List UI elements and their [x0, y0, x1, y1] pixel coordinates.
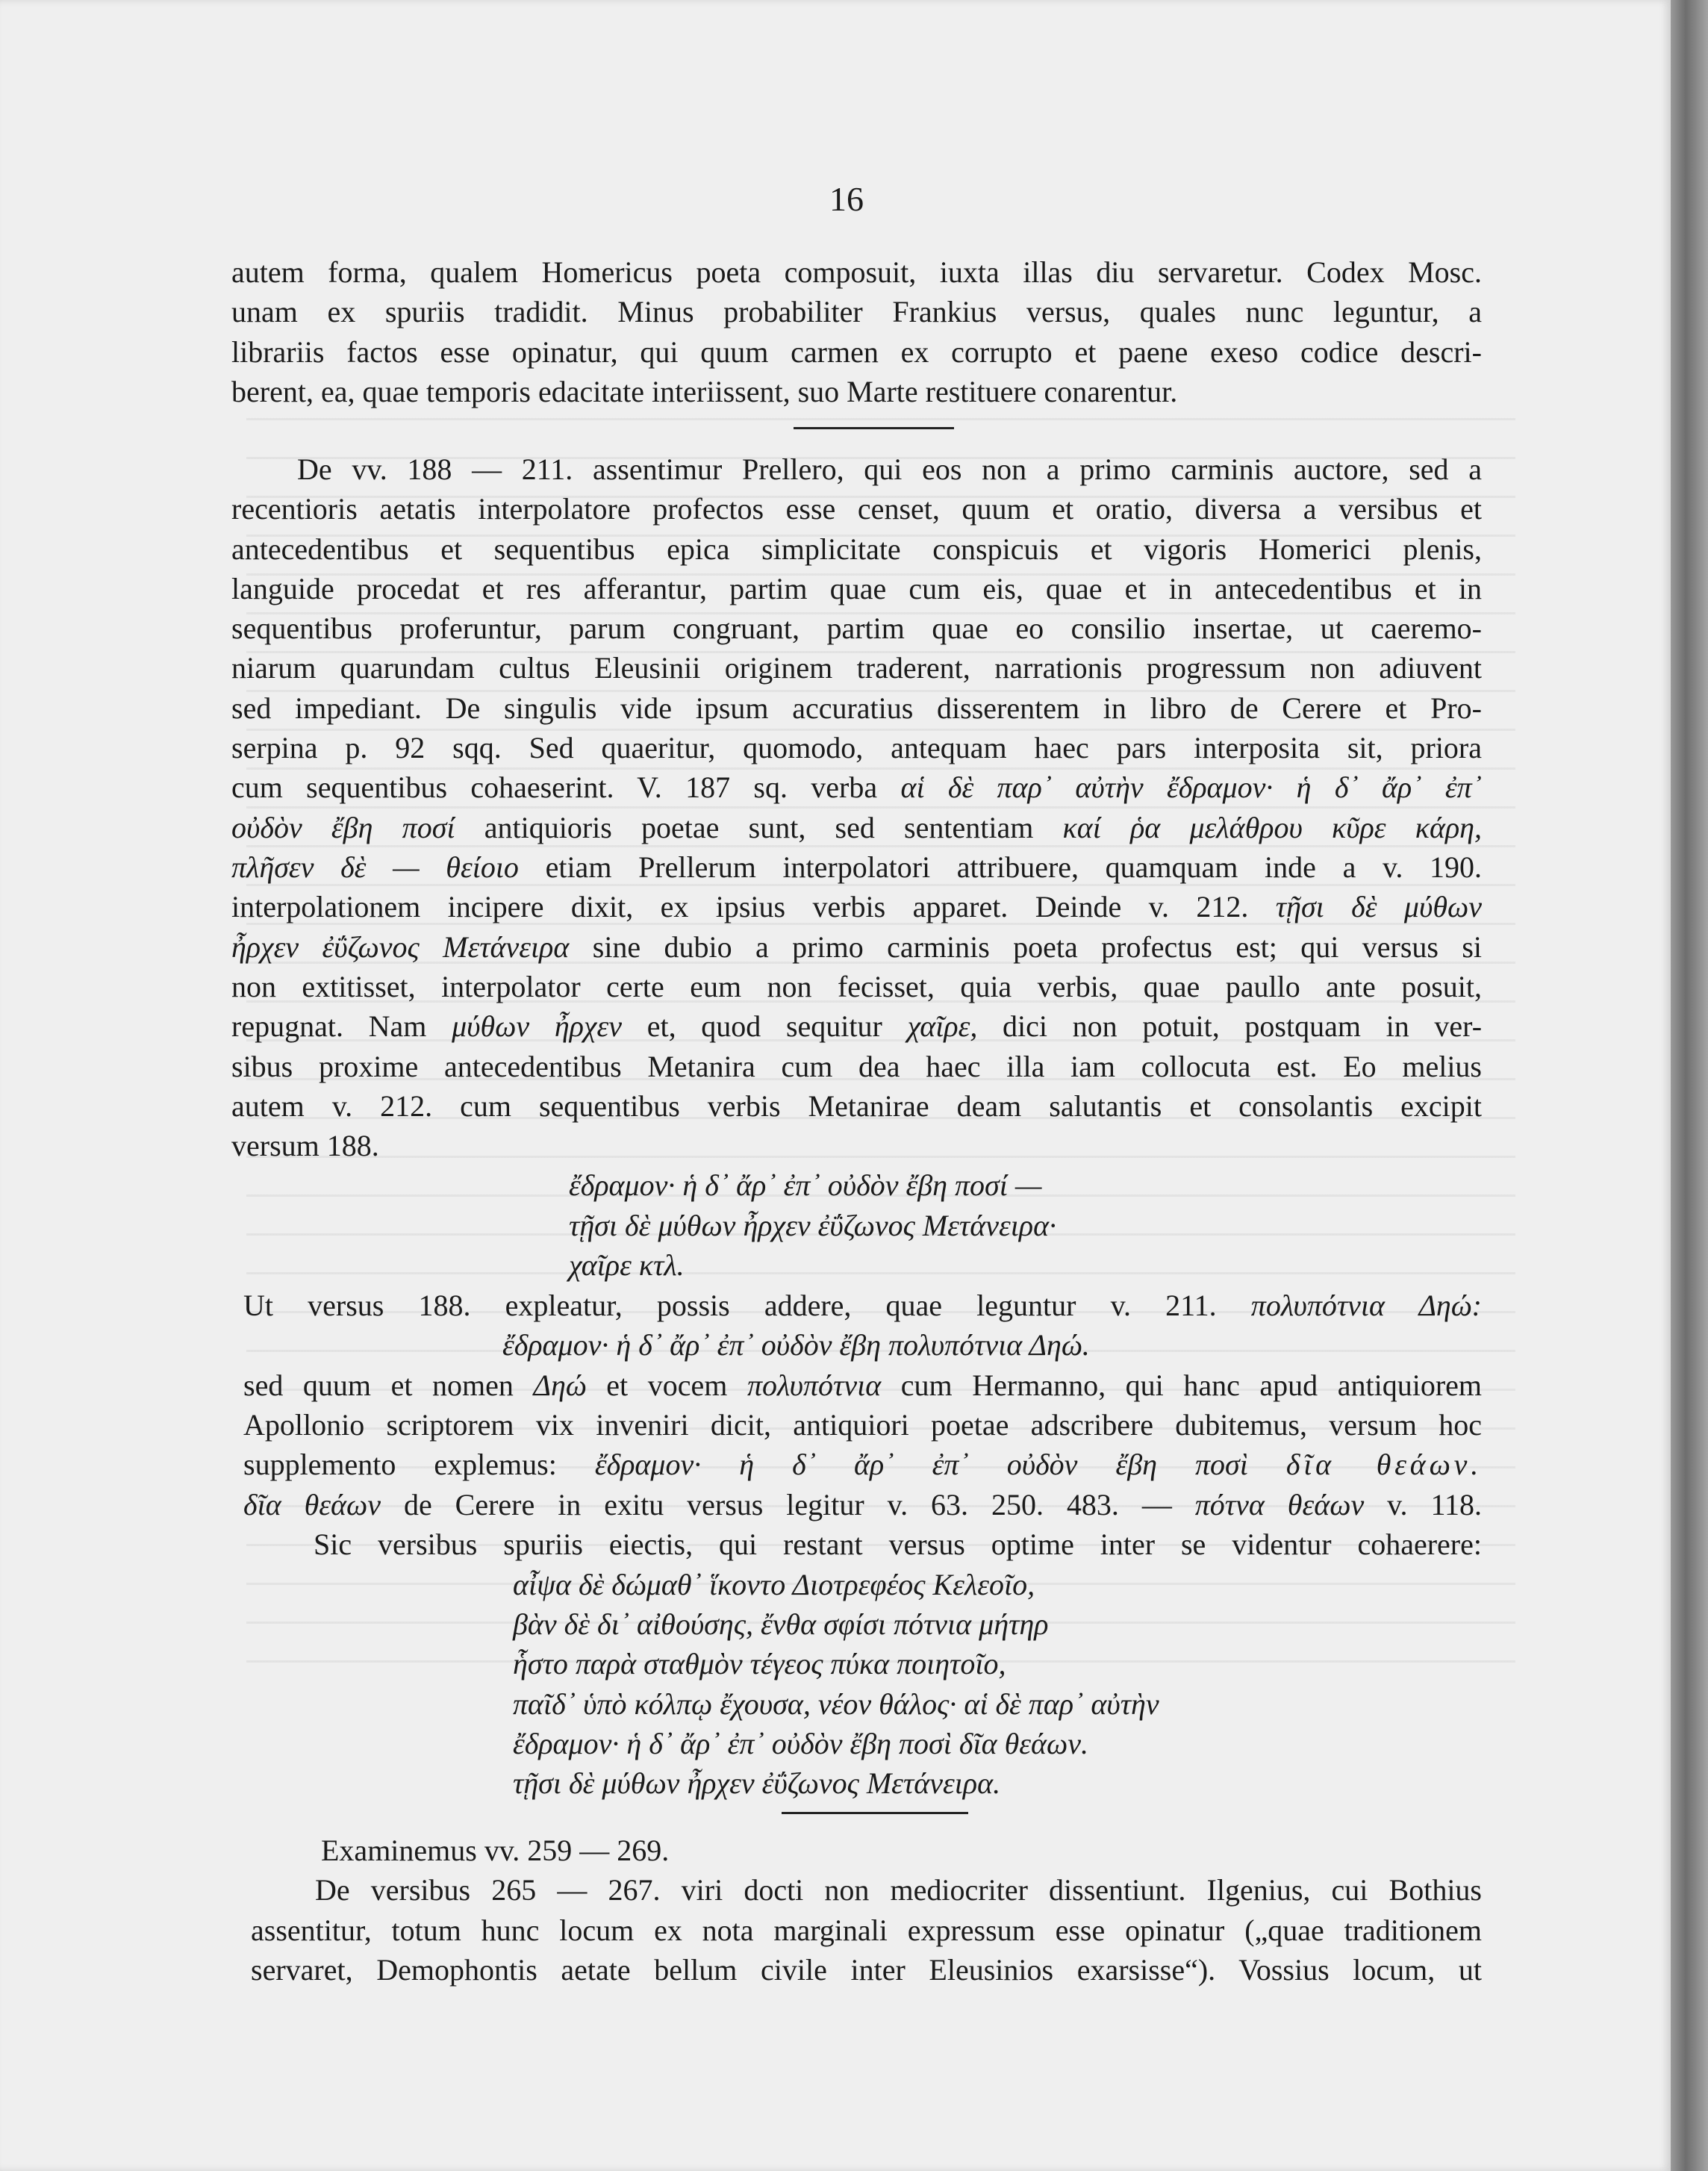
text-run: Ut versus 188. expleatur, possis addere, quae leguntur v. 211.	[243, 1289, 1217, 1322]
greek-quote: οὐδὸν ἔβη ποσί	[231, 811, 455, 844]
verse-line: ἧστο παρὰ σταθμὸν τέγεος πύκα ποιητοῖο,	[513, 1647, 1006, 1681]
greek-quote: δῖα θεάων	[243, 1488, 381, 1521]
greek-quote: χαῖρε,	[907, 1009, 978, 1043]
text-run: de Cerere in exitu versus legitur v. 63. 250. 483. —	[403, 1488, 1172, 1521]
verse-line: ἔδραμον· ἡ δ᾽ ἄρ᾽ ἐπ᾽ οὐδὸν ἔβη ποσὶ δῖα θεάων.	[513, 1727, 1088, 1760]
text-line: sed impediant. De singulis vide ipsum accuratius disserentem in libro de Cerere et Pro-	[231, 691, 1482, 725]
text-run: v. 118.	[1387, 1488, 1482, 1521]
text-line: recentioris aetatis interpolatore profectos esse censet, quum et oratio, diversa a versibus et	[231, 492, 1482, 526]
text-line: Apollonio scriptorem vix inveniri dicit, antiquiori poetae adscribere dubitemus, versum hoc	[243, 1408, 1482, 1442]
text-line: autem forma, qualem Homericus poeta composuit, iuxta illas diu servaretur. Codex Mosc.	[231, 255, 1482, 289]
text-line: niarum quarundam cultus Eleusinii originem traderent, narrationis progressum non adiuvent	[231, 651, 1482, 685]
greek-quote: πλῆσεν δὲ — θείοιο	[231, 850, 519, 884]
text-line	[231, 849, 1482, 886]
text-line: languide procedat et res afferantur, partim quae cum eis, quae et in antecedentibus et in	[231, 572, 1482, 605]
text-line: berent, ea, quae temporis edacitate interiissent, suo Marte restituere conarentur.	[231, 375, 1178, 408]
greek-quote: πότνα θεάων	[1194, 1488, 1365, 1521]
text-line	[243, 1486, 1482, 1524]
text-run: sed quum et nomen	[243, 1368, 514, 1402]
text-line: versum 188.	[231, 1129, 379, 1162]
book-binding-edge	[1671, 0, 1708, 2171]
text-run: et, quod sequitur	[646, 1009, 882, 1043]
greek-quote: πολυπότνια Δηώ:	[1250, 1289, 1482, 1322]
text-line	[243, 1287, 1482, 1324]
text-run: dici non potuit, postquam in ver-	[1003, 1009, 1483, 1043]
text-line: sibus proxime antecedentibus Metanira cum dea haec illa iam collocuta est. Eo melius	[231, 1050, 1482, 1083]
text-line	[231, 929, 1482, 966]
text-run: sine dubio a primo carminis poeta profectus est; qui versus si	[592, 930, 1483, 964]
text-line: non extitisset, interpolator certe eum non fecisset, quia verbis, quae paullo ante posuit,	[231, 970, 1482, 1003]
greek-quote: μύθων ἦρχεν	[452, 1009, 623, 1043]
text-run: repugnat. Nam	[231, 1009, 427, 1043]
verse-line: παῖδ᾽ ὑπὸ κόλπῳ ἔχουσα, νέον θάλος· αἱ δὲ παρ᾽ αὐτὴν	[513, 1687, 1159, 1721]
text-line: sequentibus proferuntur, parum congruant, partim quae eo consilio insertae, ut caeremo-	[231, 611, 1482, 645]
text-line: servaret, Demophontis aetate bellum civile inter Eleusinios exarsisse“). Vossius locum, ut	[251, 1953, 1482, 1987]
text-line: serpina p. 92 sqq. Sed quaeritur, quomodo, antequam haec pars interposita sit, priora	[231, 731, 1482, 764]
text-run: supplemento explemus:	[243, 1448, 557, 1481]
text-run: cum Hermanno, qui hanc apud antiquiorem	[900, 1368, 1483, 1402]
verse-line: βὰν δὲ δι᾽ αἰθούσης, ἔνθα σφίσι πότνια μήτηρ	[513, 1607, 1049, 1641]
text-line	[231, 1008, 1482, 1045]
greek-quote: πολυπότνια	[747, 1368, 882, 1402]
section-divider	[794, 427, 954, 429]
text-line: autem v. 212. cum sequentibus verbis Metanirae deam salutantis et consolantis excipit	[231, 1089, 1482, 1123]
verse-line: ἔδραμον· ἡ δ᾽ ἄρ᾽ ἐπ᾽ οὐδὸν ἔβη πολυπότνια Δηώ.	[502, 1328, 1090, 1362]
text-line: librariis factos esse opinatur, qui quum carmen ex corrupto et paene exeso codice descri-	[231, 335, 1482, 369]
text-run: antiquioris poetae sunt, sed sententiam	[484, 811, 1034, 844]
text-line: antecedentibus et sequentibus epica simplicitate conspicuis et vigoris Homerici plenis,	[231, 532, 1482, 566]
verse-line: τῇσι δὲ μύθων ἦρχεν ἐΰζωνος Μετάνειρα·	[569, 1209, 1057, 1242]
verse-line: χαῖρε κτλ.	[569, 1248, 685, 1282]
section-divider	[782, 1812, 968, 1814]
text-line: De versibus 265 — 267. viri docti non mediocriter dissentiunt. Ilgenius, cui Bothius	[315, 1873, 1482, 1907]
greek-quote: Δηώ	[533, 1368, 587, 1402]
text-line	[243, 1367, 1482, 1404]
text-run: cum sequentibus cohaeserint. V. 187 sq. verba	[231, 770, 878, 804]
text-line: unam ex spuriis tradidit. Minus probabiliter Frankius versus, quales nunc leguntur, a	[231, 295, 1482, 328]
text-run: et vocem	[606, 1368, 728, 1402]
text-line: assentitur, totum hunc locum ex nota marginali expressum esse opinatur („quae traditionem	[251, 1913, 1482, 1947]
verse-line: αἶψα δὲ δώμαθ᾽ ἵκοντο Διοτρεφέος Κελεοῖο,	[513, 1568, 1035, 1601]
greek-quote: ἔδραμον· ἡ δ᾽ ἄρ᾽ ἐπ᾽ οὐδὸν ἔβη ποσὶ	[594, 1448, 1248, 1481]
page-number: 16	[829, 180, 864, 218]
greek-quote: καί ῥα μελάθρου κῦρε κάρη,	[1062, 811, 1483, 844]
greek-quote: αἱ δὲ παρ᾽ αὐτὴν ἔδραμον· ἡ δ᾽ ἄρ᾽ ἐπ᾽	[900, 770, 1483, 804]
greek-quote: δῖα θεάων.	[1285, 1448, 1482, 1481]
verse-line: τῇσι δὲ μύθων ἦρχεν ἐΰζωνος Μετάνειρα.	[513, 1766, 1001, 1800]
text-line: Sic versibus spuriis eiectis, qui restant versus optime inter se videntur cohaerere:	[314, 1527, 1482, 1561]
greek-quote: τῇσι δὲ μύθων	[1275, 890, 1482, 923]
text-line: De vv. 188 — 211. assentimur Prellero, qui eos non a primo carminis auctore, sed a	[297, 452, 1482, 486]
text-line	[231, 888, 1482, 926]
text-run: interpolationem incipere dixit, ex ipsius verbis apparet. Deinde v. 212.	[231, 890, 1249, 923]
text-run: etiam Prellerum interpolatori attribuere, quamquam inde a v. 190.	[545, 850, 1482, 884]
text-line: Examinemus vv. 259 — 269.	[321, 1834, 670, 1867]
verse-line: ἔδραμον· ἡ δ᾽ ἄρ᾽ ἐπ᾽ οὐδὸν ἔβη ποσί —	[569, 1168, 1042, 1202]
text-line	[231, 769, 1482, 806]
greek-quote: ἦρχεν ἐΰζωνος Μετάνειρα	[231, 930, 570, 964]
text-line	[231, 809, 1482, 847]
text-line	[243, 1446, 1482, 1483]
